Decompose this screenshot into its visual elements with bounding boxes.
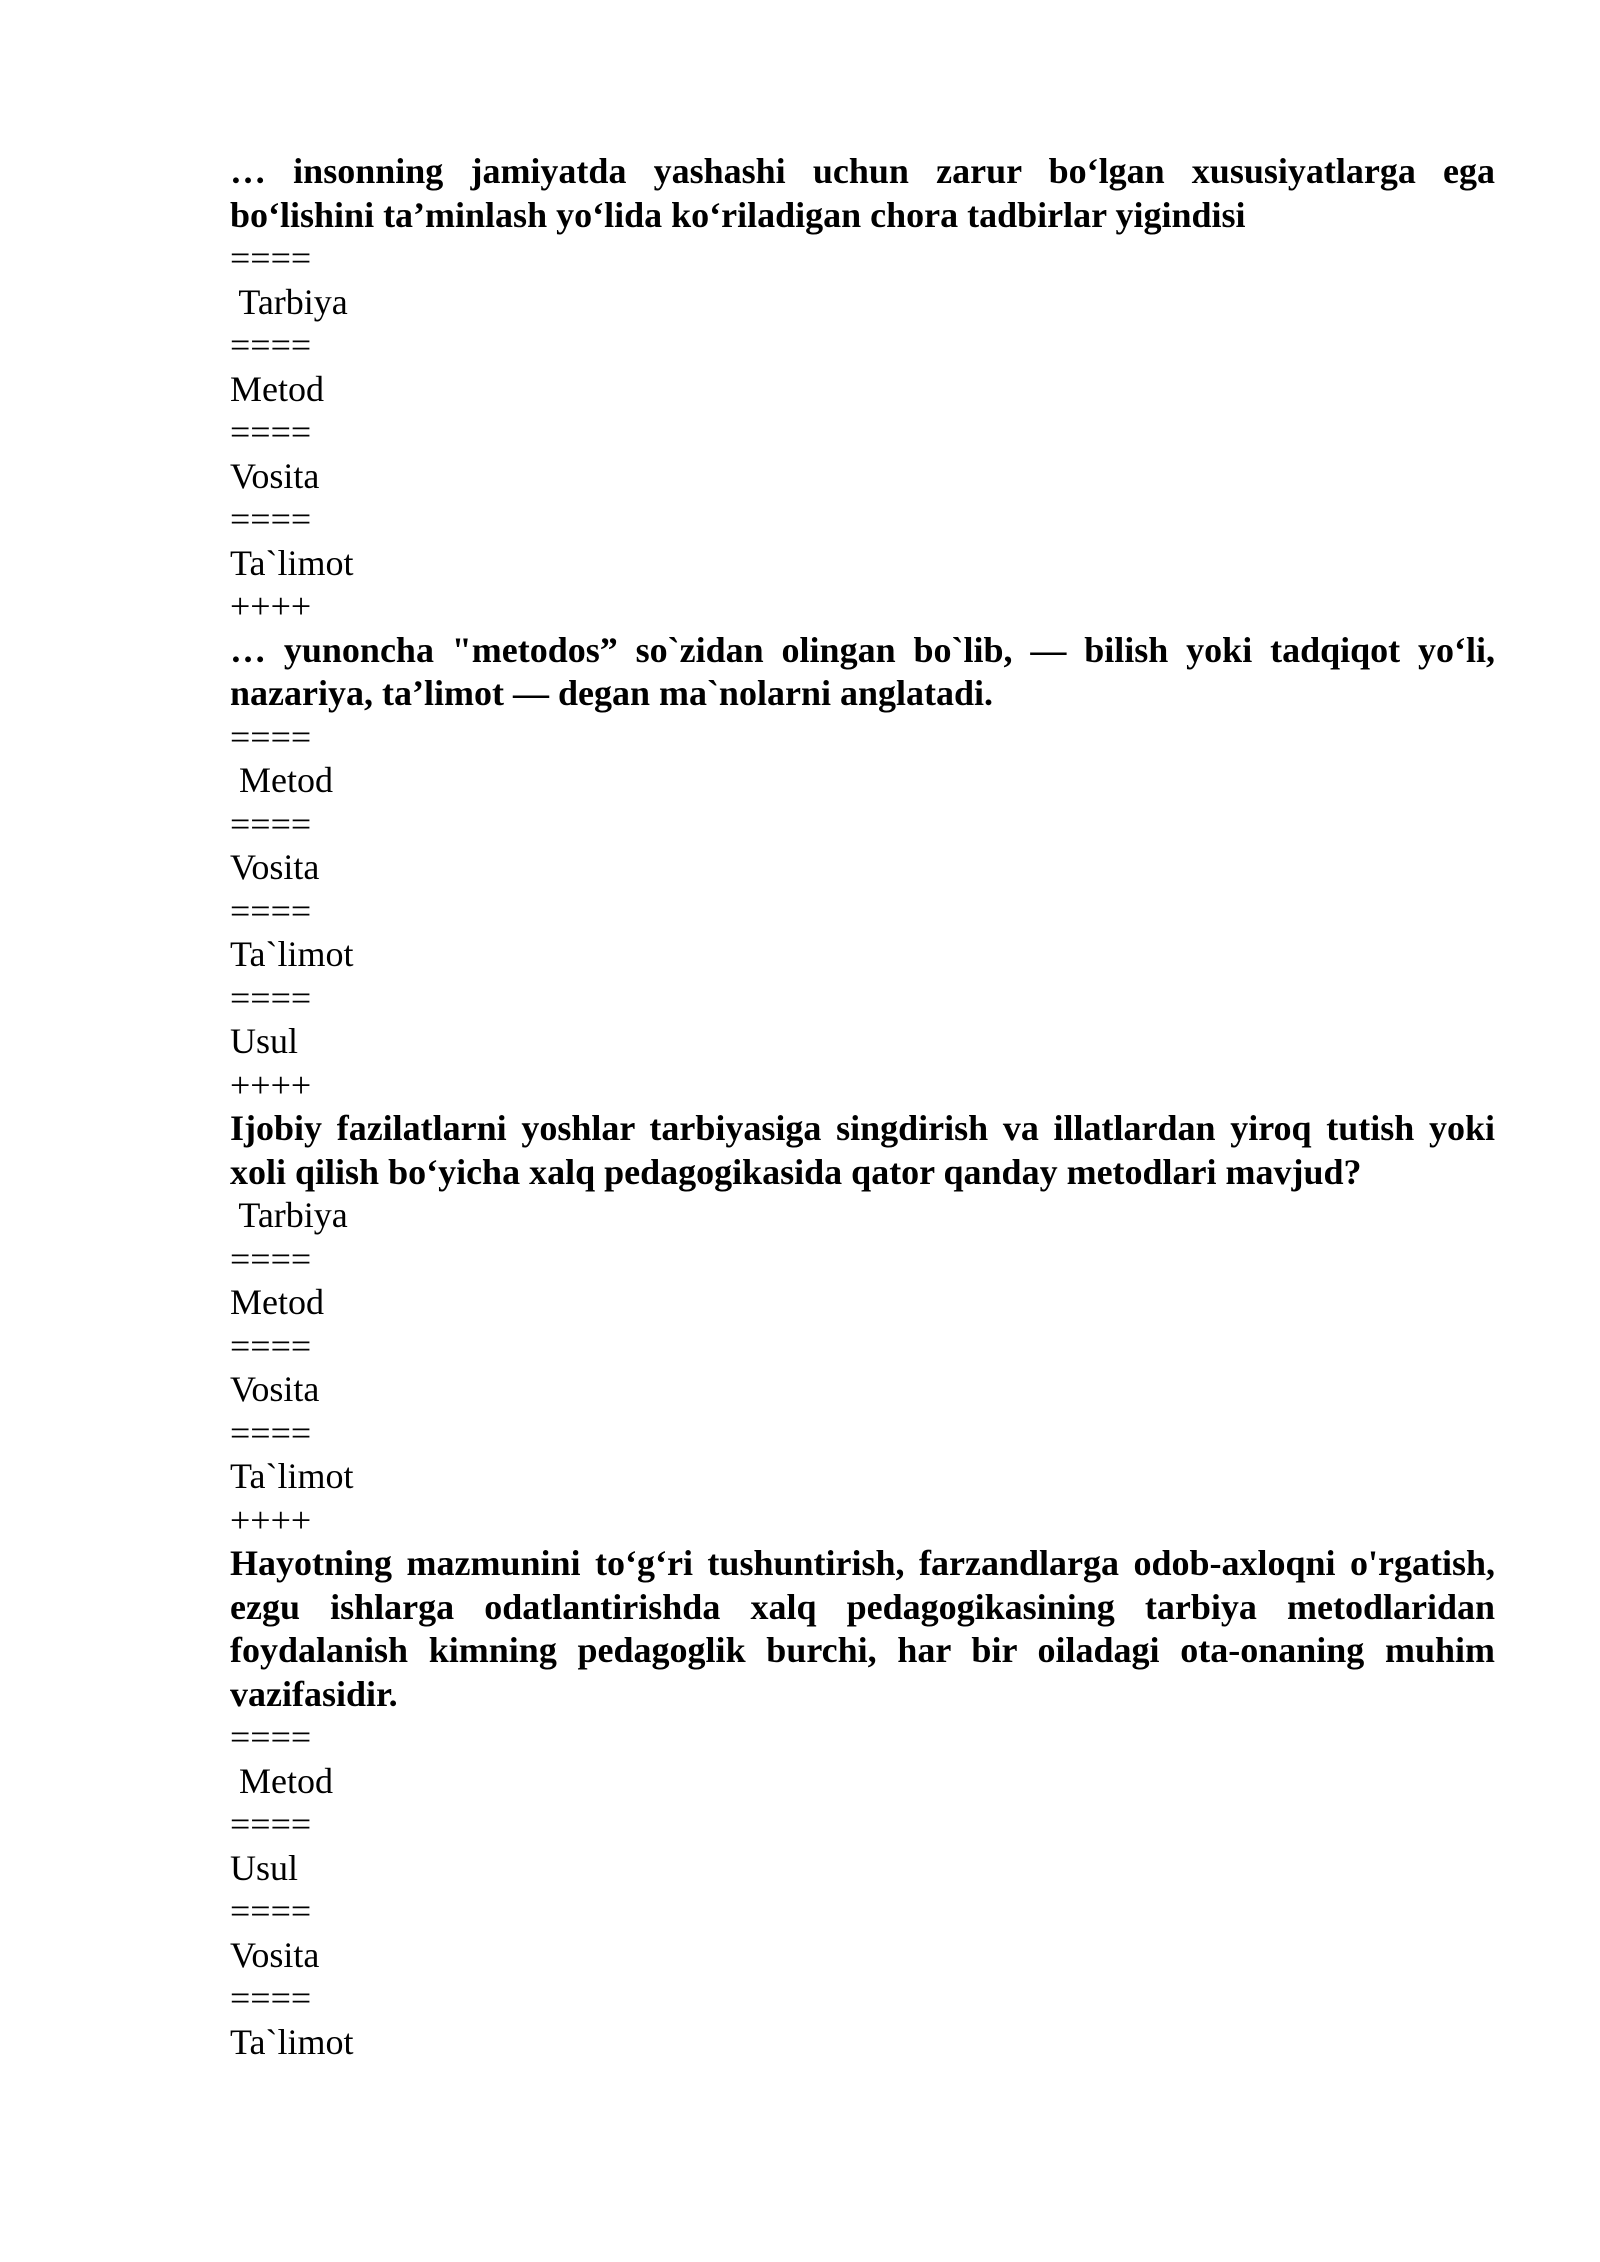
answer-option: Ta`limot [230,542,354,583]
question-end-marker: ++++ [230,1064,312,1105]
separator-line: ==== [230,238,312,278]
question-text: Hayotning mazmunini to‘g‘ri tushuntirish, farzandlarga odob-axloqni o'rgatish, ezgu ishlarga odatlantirishda xalq pedagogikasining tarbiya metodlaridan foydalanish kimning pedagoglik burchi, har bir oiladagi ota-onaning muhim vazifasidir. [230,1543,1495,1714]
separator-line: ==== [230,499,312,539]
document-page [230,150,1495,2064]
answer-option: Tarbiya [230,1195,348,1235]
answer-option: Tarbiya [230,281,348,322]
answer-option: Ta`limot [230,2021,354,2062]
separator-line: ==== [230,1717,312,1757]
question-end-marker: ++++ [230,586,312,626]
answer-option: Vosita [230,1934,320,1975]
separator-line: ==== [230,890,312,931]
answer-option: Ta`limot [230,934,354,974]
separator-line: ==== [230,803,312,844]
question-end-marker: ++++ [230,1499,312,1540]
separator-line: ==== [230,412,312,452]
answer-option: Metod [230,1282,324,1322]
answer-option: Vosita [230,847,320,887]
separator-line: ==== [230,1978,312,2018]
answer-option: Vosita [230,455,320,496]
question-text: … yunoncha "metodos” so`zidan olingan bo`lib, — bilish yoki tadqiqot yo‘li, nazariya, ta’limot — degan ma`nolarni anglatadi. [230,629,1495,713]
answer-option: Vosita [230,1369,320,1409]
separator-line: ==== [230,977,312,1018]
separator-line: ==== [230,1325,312,1366]
answer-option: Usul [230,1021,299,1061]
separator-line: ==== [230,716,312,757]
answer-option: Metod [230,760,333,800]
separator-line: ==== [230,1412,312,1453]
question-text: … insonning jamiyatda yashashi uchun zarur bo‘lgan xususiyatlarga ega bo‘lishini ta’minlash yo‘lida ko‘riladigan chora tadbirlar yigindisi [230,151,1495,235]
answer-option: Ta`limot [230,1456,354,1496]
answer-option: Usul [230,1847,299,1888]
separator-line: ==== [230,1238,312,1279]
answer-option: Metod [230,1760,333,1801]
answer-option: Metod [230,368,324,409]
separator-line: ==== [230,325,312,365]
separator-line: ==== [230,1891,312,1931]
separator-line: ==== [230,1804,312,1844]
question-text: Ijobiy fazilatlarni yoshlar tarbiyasiga singdirish va illatlardan yiroq tutish yoki xoli qilish bo‘yicha xalq pedagogikasida qator qanday metodlari mavjud? [230,1108,1495,1192]
